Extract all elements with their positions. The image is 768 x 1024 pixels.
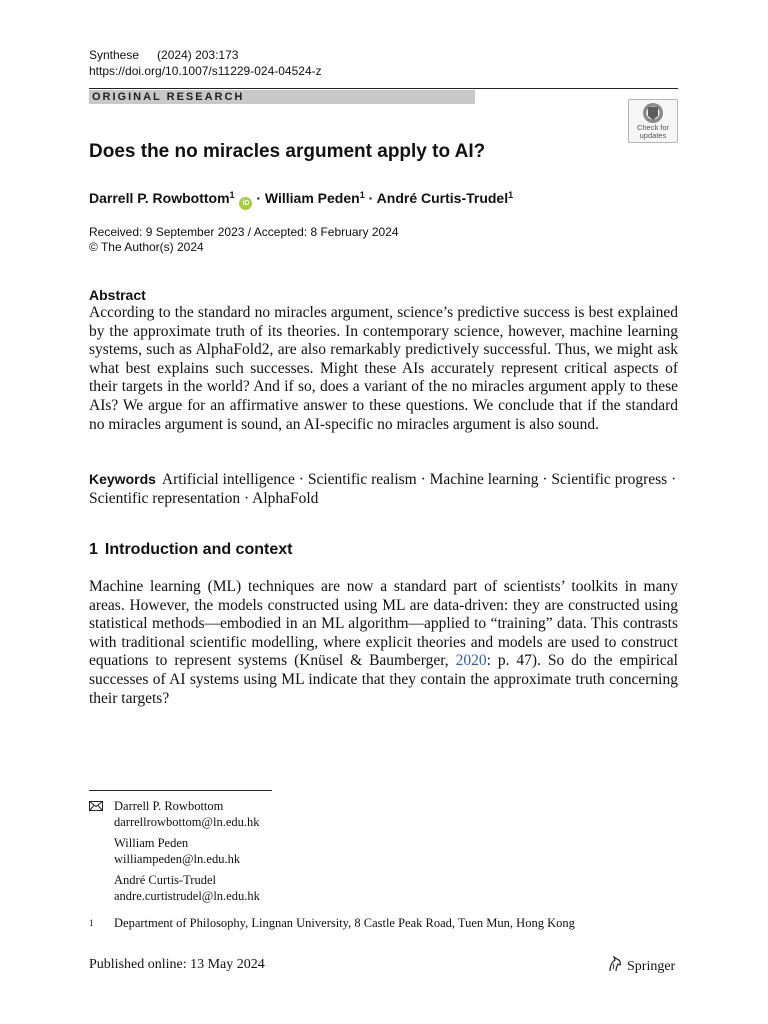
- header-rule: [89, 88, 678, 89]
- orcid-icon[interactable]: iD: [239, 197, 252, 210]
- footnote-rule: [89, 790, 272, 791]
- section-heading: [89, 540, 292, 560]
- corr-author-name: William Peden: [114, 836, 189, 850]
- author-affiliation-mark: 1: [359, 190, 365, 200]
- published-date: Published online: 13 May 2024: [89, 957, 265, 972]
- intro-text-part-1: Machine learning (ML) techniques are now a standard part of scientists’ toolkits in many areas. However, the models constructed using ML are data-driven: they are constructed using statistical methods—embodied in an ML algorithm—applied to “training” data. This contrasts with traditional scientific modelling, where explicit theories and models are used to construct equations to represent systems (Knüsel & Baumberger,: [89, 578, 678, 670]
- journal-volume: (2024) 203:173: [157, 48, 239, 62]
- corr-author-email[interactable]: andre.curtistrudel@ln.edu.hk: [114, 889, 260, 903]
- corr-author-email[interactable]: darrellrowbottom@ln.edu.hk: [114, 815, 260, 829]
- affiliation-text: Department of Philosophy, Lingnan University, 8 Castle Peak Road, Tuen Mun, Hong Kong: [114, 916, 575, 930]
- journal-citation: [89, 47, 238, 63]
- citation-link[interactable]: 2020: [455, 652, 487, 670]
- intro-paragraph: [89, 578, 678, 708]
- springer-horse-icon: [606, 955, 624, 973]
- badge-line-2: updates: [639, 131, 667, 140]
- affiliation-footnote: [89, 915, 575, 935]
- abstract-heading: Abstract: [89, 287, 146, 303]
- badge-line-1: Check for: [636, 123, 670, 132]
- author-name[interactable]: William Peden: [264, 190, 360, 206]
- author-separator: ·: [368, 190, 374, 206]
- section-title: Introduction and context: [104, 541, 293, 558]
- corr-author-name: Darrell P. Rowbottom: [114, 799, 224, 813]
- keywords: [89, 470, 678, 508]
- author-name[interactable]: Darrell P. Rowbottom: [89, 190, 230, 206]
- doi-link[interactable]: https://doi.org/10.1007/s11229-024-04524-z: [89, 64, 322, 78]
- crossmark-icon: [642, 102, 664, 124]
- corr-author-email[interactable]: williampeden@ln.edu.hk: [114, 852, 241, 866]
- received-accepted-dates: Received: 9 September 2023 / Accepted: 8 February 2024: [89, 225, 399, 239]
- author-affiliation-mark: 1: [229, 190, 235, 200]
- affiliation-number: 1: [89, 918, 94, 928]
- corr-author-name: André Curtis-Trudel: [114, 873, 216, 887]
- author-list: [89, 186, 513, 210]
- correspondence-author: [114, 835, 240, 867]
- envelope-icon: [89, 801, 103, 811]
- copyright-notice: © The Author(s) 2024: [89, 240, 204, 254]
- abstract-text: According to the standard no miracles argument, science’s predictive success is best explained by the approximate truth of its theories. In contemporary science, however, machine learning systems, such as AlphaFold2, are also remarkably predictively successful. Thus, we might ask what best explains such successes. Might these AIs accurately represent critical aspects of their targets in the world? And if so, does a variant of the no miracles argument apply to these AIs? We argue for an affirmative answer to these questions. We conclude that if the standard no miracles argument is sound, an AI-specific no miracles argument is also sound.: [89, 304, 678, 433]
- publisher-name: Springer: [627, 959, 676, 974]
- check-for-updates-badge[interactable]: [628, 99, 678, 143]
- keywords-list: Artificial intelligence · Scientific realism · Machine learning · Scientific progress · Scientific representation · AlphaFold: [89, 471, 677, 507]
- author-affiliation-mark: 1: [508, 190, 514, 200]
- author-name[interactable]: André Curtis-Trudel: [376, 190, 509, 206]
- publisher-logo: [606, 955, 675, 976]
- correspondence-author: [114, 798, 260, 830]
- correspondence-author: [114, 872, 260, 904]
- journal-name: Synthese: [89, 48, 140, 62]
- intro-text-part-2: : p. 47). So do the empirical successes of AI systems using ML indicate that they contain the approximate truth concerning their targets?: [89, 652, 678, 707]
- article-type-label: ORIGINAL RESEARCH: [89, 90, 475, 104]
- section-number: 1: [89, 541, 98, 558]
- article-dates: [89, 225, 399, 255]
- keywords-label: Keywords: [89, 471, 156, 487]
- article-title: Does the no miracles argument apply to AI?: [89, 141, 486, 162]
- author-separator: ·: [256, 190, 262, 206]
